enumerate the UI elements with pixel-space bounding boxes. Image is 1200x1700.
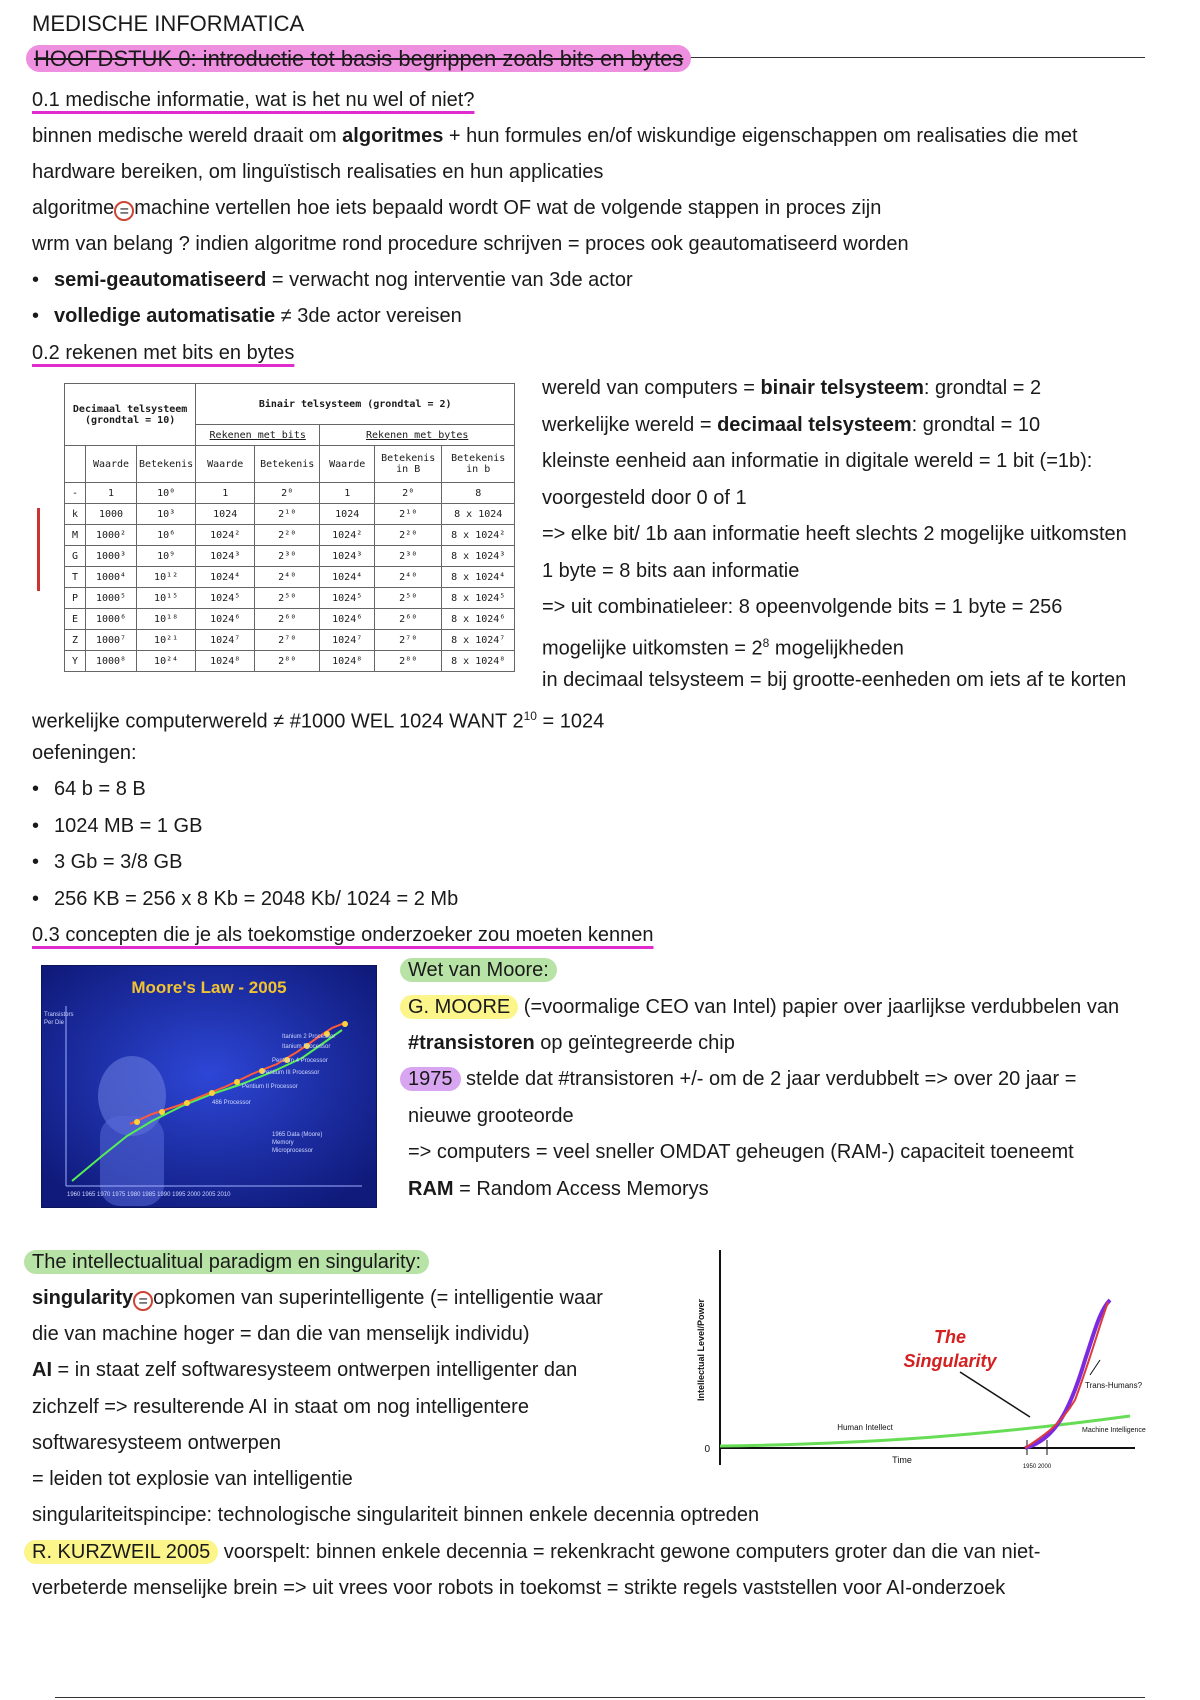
table-cell: 1000⁴ (86, 567, 137, 588)
table-col-header: Betekenis (137, 446, 196, 483)
singularity-title: The intellectualitual paradigm en singularity: (24, 1250, 429, 1274)
table-row (65, 609, 515, 630)
svg-text:Microprocessor: Microprocessor (272, 1148, 314, 1154)
table-row (65, 651, 515, 672)
table-cell: 1000³ (86, 546, 137, 567)
table-cell: G (65, 546, 86, 567)
s02-right-3: kleinste eenheid aan informatie in digitale wereld = 1 bit (=1b): (542, 450, 1093, 472)
table-cell: 8 (442, 483, 515, 504)
section-heading-0-1: 0.1 medische informatie, wat is het nu wel of niet? (32, 89, 475, 111)
table-cell: 8 x 1024⁵ (442, 588, 515, 609)
table-cell: 8 x 1024 (442, 504, 515, 525)
table-cell: 1024 (320, 504, 375, 525)
table-cell: 2³⁰ (255, 546, 320, 567)
table-cell: k (65, 504, 86, 525)
moore-image-title: Moore's Law - 2005 (131, 978, 287, 997)
table-cell: 10¹⁵ (137, 588, 196, 609)
table-cell: 1024³ (320, 546, 375, 567)
table-cell: 2¹⁰ (255, 504, 320, 525)
table-col-header: Betekenis in B (375, 446, 442, 483)
s02-right-6: 1 byte = 8 bits aan informatie (542, 560, 800, 582)
table-cell: 1000² (86, 525, 137, 546)
table-cell: 1000 (86, 504, 137, 525)
table-cell: 1 (320, 483, 375, 504)
chapter-heading (26, 47, 691, 71)
table-header-decimal: Decimaal telsysteem (grondtal = 10) (65, 384, 196, 446)
table-col-header: Betekenis in b (442, 446, 515, 483)
units-table (64, 383, 515, 672)
exercise-item: • 64 b = 8 B (32, 777, 146, 801)
table-cell: 1 (86, 483, 137, 504)
table-cell: 2³⁰ (375, 546, 442, 567)
table-col-header: Waarde (86, 446, 137, 483)
table-cell: 2⁰ (255, 483, 320, 504)
svg-text:Memory: Memory (272, 1140, 294, 1146)
s01-paragraph-1: binnen medische wereld draait om algoritmes + hun formules en/of wiskundige eigenschappen om realisaties die met (32, 125, 1078, 147)
table-header-binary: Binair telsysteem (grondtal = 2) (196, 384, 515, 425)
table-red-marker (37, 508, 40, 591)
s02-right-5: => elke bit/ 1b aan informatie heeft slechts 2 mogelijke uitkomsten (542, 523, 1127, 545)
table-cell: 1000⁸ (86, 651, 137, 672)
table-cell: Y (65, 651, 86, 672)
singularity-title-1: The (933, 1327, 967, 1347)
table-cell: 1000⁶ (86, 609, 137, 630)
sing-line-2: die van machine hoger = dan die van menselijk individu) (32, 1323, 530, 1345)
singularity-diagram (690, 1250, 1150, 1470)
table-cell: 8 x 1024⁶ (442, 609, 515, 630)
human-intellect-label: Human Intellect (837, 1423, 893, 1432)
table-cell: 8 x 1024⁴ (442, 567, 515, 588)
s01-paragraph-2: hardware bereiken, om linguïstisch realisaties en hun applicaties (32, 161, 604, 183)
svg-text:1965 Data (Moore): 1965 Data (Moore) (272, 1132, 323, 1138)
table-cell: 1024⁴ (320, 567, 375, 588)
table-cell: 2⁷⁰ (375, 630, 442, 651)
svg-text:1960 1965 1970 1975 1980: 1960 1965 1970 1975 1980 1985 1990 1995 2000 2005 2010 (67, 1192, 231, 1198)
svg-text:Transistors: Transistors (44, 1012, 74, 1018)
trans-humans-arrow (1090, 1360, 1100, 1375)
table-cell: 8 x 1024⁸ (442, 651, 515, 672)
table-cell: 1024 (196, 504, 255, 525)
table-cell: 2⁷⁰ (255, 630, 320, 651)
sing-line-1: singularity = opkomen van superintelligente (= intelligentie waar (32, 1287, 603, 1310)
table-cell: 10²¹ (137, 630, 196, 651)
table-cell: T (65, 567, 86, 588)
moore-line-5: => computers = veel sneller OMDAT geheugen (RAM-) capaciteit toeneemt (408, 1141, 1074, 1163)
svg-text:Pentium II Processor: Pentium II Processor (242, 1084, 298, 1090)
moores-law-image (41, 965, 377, 1208)
moore-line-6: RAM = Random Access Memorys (408, 1178, 709, 1200)
table-cell: P (65, 588, 86, 609)
table-cell: - (65, 483, 86, 504)
svg-text:486 Processor: 486 Processor (212, 1100, 251, 1106)
table-header-bits: Rekenen met bits (196, 425, 320, 446)
s02-right-9: in decimaal telsysteem = bij grootte-eenheden om iets af te korten (542, 669, 1127, 691)
exercise-item: • 1024 MB = 1 GB (32, 814, 202, 838)
machine-intelligence-label: Machine Intelligence (1082, 1427, 1146, 1434)
exercise-item: • 3 Gb = 3/8 GB (32, 850, 182, 874)
table-cell: 1024⁷ (196, 630, 255, 651)
table-cell: M (65, 525, 86, 546)
table-cell: 10⁹ (137, 546, 196, 567)
singularity-arrow (960, 1372, 1030, 1417)
moore-line-2: #transistoren op geïntegreerde chip (408, 1032, 735, 1054)
table-cell: 1024⁷ (320, 630, 375, 651)
s02-line-10: werkelijke computerwereld ≠ #1000 WEL 1024 WANT $2^{10} = 1024$ (32, 709, 605, 733)
moores-law-graph (42, 966, 376, 1207)
s02-right-7: => uit combinatieleer: 8 opeenvolgende bits = 1 byte = 256 (542, 596, 1063, 618)
sing-line-4: zichzelf => resulterende AI in staat om nog intelligentere (32, 1396, 529, 1418)
table-col-header: Waarde (320, 446, 375, 483)
moore-title: Wet van Moore: (400, 958, 557, 982)
svg-text:Itanium 2 Processor: Itanium 2 Processor (282, 1034, 336, 1040)
s02-right-1: wereld van computers = binair telsysteem: grondtal = 2 (542, 377, 1042, 399)
sing-line-7: singulariteitspincipe: technologische singulariteit binnen enkele decennia optreden (32, 1504, 760, 1526)
table-cell: E (65, 609, 86, 630)
table-cell: 1000⁷ (86, 630, 137, 651)
table-cell: 1024⁵ (196, 588, 255, 609)
table-cell: 8 x 1024³ (442, 546, 515, 567)
zero-label: 0 (704, 1444, 710, 1455)
table-cell: 2⁶⁰ (375, 609, 442, 630)
y-axis-label: Intellectual Level/Power (696, 1298, 706, 1402)
s01-paragraph-4: wrm van belang ? indien algoritme rond procedure schrijven = proces ook geautomatiseerd worden (32, 233, 909, 255)
page-title: MEDISCHE INFORMATICA (32, 11, 305, 36)
table-cell: 2²⁰ (255, 525, 320, 546)
table-cell: 2⁴⁰ (375, 567, 442, 588)
table-cell: 2⁰ (375, 483, 442, 504)
table-cell: 2¹⁰ (375, 504, 442, 525)
exercise-item: • 256 KB = 256 x 8 Kb = 2048 Kb/ 1024 = 2 Mb (32, 887, 458, 911)
sing-line-6: = leiden tot explosie van intelligentie (32, 1468, 353, 1490)
s02-right-2: werkelijke wereld = decimaal telsysteem: grondtal = 10 (542, 414, 1041, 436)
table-cell: 1024⁶ (196, 609, 255, 630)
table-cell: 2²⁰ (375, 525, 442, 546)
moore-line-1: G. MOORE (=voormalige CEO van Intel) papier over jaarlijkse verdubbelen van (400, 995, 1119, 1019)
table-cell: 1024⁶ (320, 609, 375, 630)
s02-right-4: voorgesteld door 0 of 1 (542, 487, 747, 509)
table-cell: 1024⁵ (320, 588, 375, 609)
years-label: 1950 2000 (1022, 1464, 1052, 1470)
svg-text:Per Die: Per Die (44, 1020, 65, 1026)
table-cell: 1024⁸ (196, 651, 255, 672)
table-cell: 1024³ (196, 546, 255, 567)
s01-bullet-2: • volledige automatisatie ≠ 3de actor vereisen (32, 304, 462, 328)
table-cell: 1024⁸ (320, 651, 375, 672)
table-cell: 2⁸⁰ (375, 651, 442, 672)
table-row (65, 588, 515, 609)
table-row (65, 525, 515, 546)
singularity-title-2: Singularity (903, 1351, 997, 1371)
table-row (65, 504, 515, 525)
s01-paragraph-3: algoritme = machine vertellen hoe iets bepaald wordt OF wat de volgende stappen in proces zijn (32, 197, 882, 220)
footer-rule (55, 1697, 1145, 1698)
moore-line-4: nieuwe grooteorde (408, 1105, 574, 1127)
table-cell: 1000⁵ (86, 588, 137, 609)
table-cell: 10¹⁸ (137, 609, 196, 630)
table-cell: 10¹² (137, 567, 196, 588)
trans-human-curve (1025, 1300, 1110, 1448)
table-row (65, 483, 515, 504)
table-row (65, 567, 515, 588)
svg-text:Itanium Processor: Itanium Processor (282, 1044, 331, 1050)
svg-text:Pentium III Processor: Pentium III Processor (262, 1070, 320, 1076)
sing-line-9: verbeterde menselijke brein => uit vrees voor robots in toekomst = strikte regels vaststellen voor AI-onderzoek (32, 1577, 1006, 1599)
human-intellect-curve (720, 1416, 1130, 1446)
sing-line-5: softwaresysteem ontwerpen (32, 1432, 282, 1454)
table-cell: 2⁴⁰ (255, 567, 320, 588)
table-cell: 8 x 1024² (442, 525, 515, 546)
s01-bullet-1: • semi-geautomatiseerd = verwacht nog interventie van 3de actor (32, 268, 633, 292)
table-cell: 10⁶ (137, 525, 196, 546)
table-cell: 1024² (320, 525, 375, 546)
sing-line-8: R. KURZWEIL 2005 voorspelt: binnen enkele decennia = rekenkracht gewone computers groter dan die van niet- (24, 1540, 1040, 1564)
table-row (65, 630, 515, 651)
moore-line-3: 1975 stelde dat #transistoren +/- om de 2 jaar verdubbelt => over 20 jaar = (400, 1067, 1076, 1091)
table-cell: 1024⁴ (196, 567, 255, 588)
chapter-heading-text: HOOFDSTUK 0: introductie tot basis begrippen zoals bits en bytes (26, 45, 691, 72)
svg-text:Pentium 4 Processor: Pentium 4 Processor (272, 1058, 328, 1064)
sing-line-3: AI = in staat zelf softwaresysteem ontwerpen intelligenter dan (32, 1359, 578, 1381)
table-cell: 1 (196, 483, 255, 504)
trans-humans-label: Trans-Humans? (1085, 1381, 1143, 1390)
table-col-header: Betekenis (255, 446, 320, 483)
table-cell: 10³ (137, 504, 196, 525)
table-cell: Z (65, 630, 86, 651)
table-cell: 2⁵⁰ (375, 588, 442, 609)
table-cell: 2⁶⁰ (255, 609, 320, 630)
equals-circle-icon: = (114, 201, 134, 221)
x-axis-label: Time (892, 1455, 912, 1465)
section-heading-0-3: 0.3 concepten die je als toekomstige onderzoeker zou moeten kennen (32, 924, 654, 946)
table-cell: 2⁵⁰ (255, 588, 320, 609)
table-cell: 1024² (196, 525, 255, 546)
exercises-label: oefeningen: (32, 742, 137, 764)
table-cell: 10⁰ (137, 483, 196, 504)
equals-circle-icon: = (133, 1291, 153, 1311)
table-header-bytes: Rekenen met bytes (320, 425, 515, 446)
table-cell: 8 x 1024⁷ (442, 630, 515, 651)
table-row (65, 546, 515, 567)
s02-right-8: mogelijke uitkomsten = $2^8$ mogelijkheden (542, 636, 904, 660)
table-cell: 10²⁴ (137, 651, 196, 672)
table-cell: 2⁸⁰ (255, 651, 320, 672)
section-heading-0-2: 0.2 rekenen met bits en bytes (32, 342, 295, 364)
table-col-header: Waarde (196, 446, 255, 483)
